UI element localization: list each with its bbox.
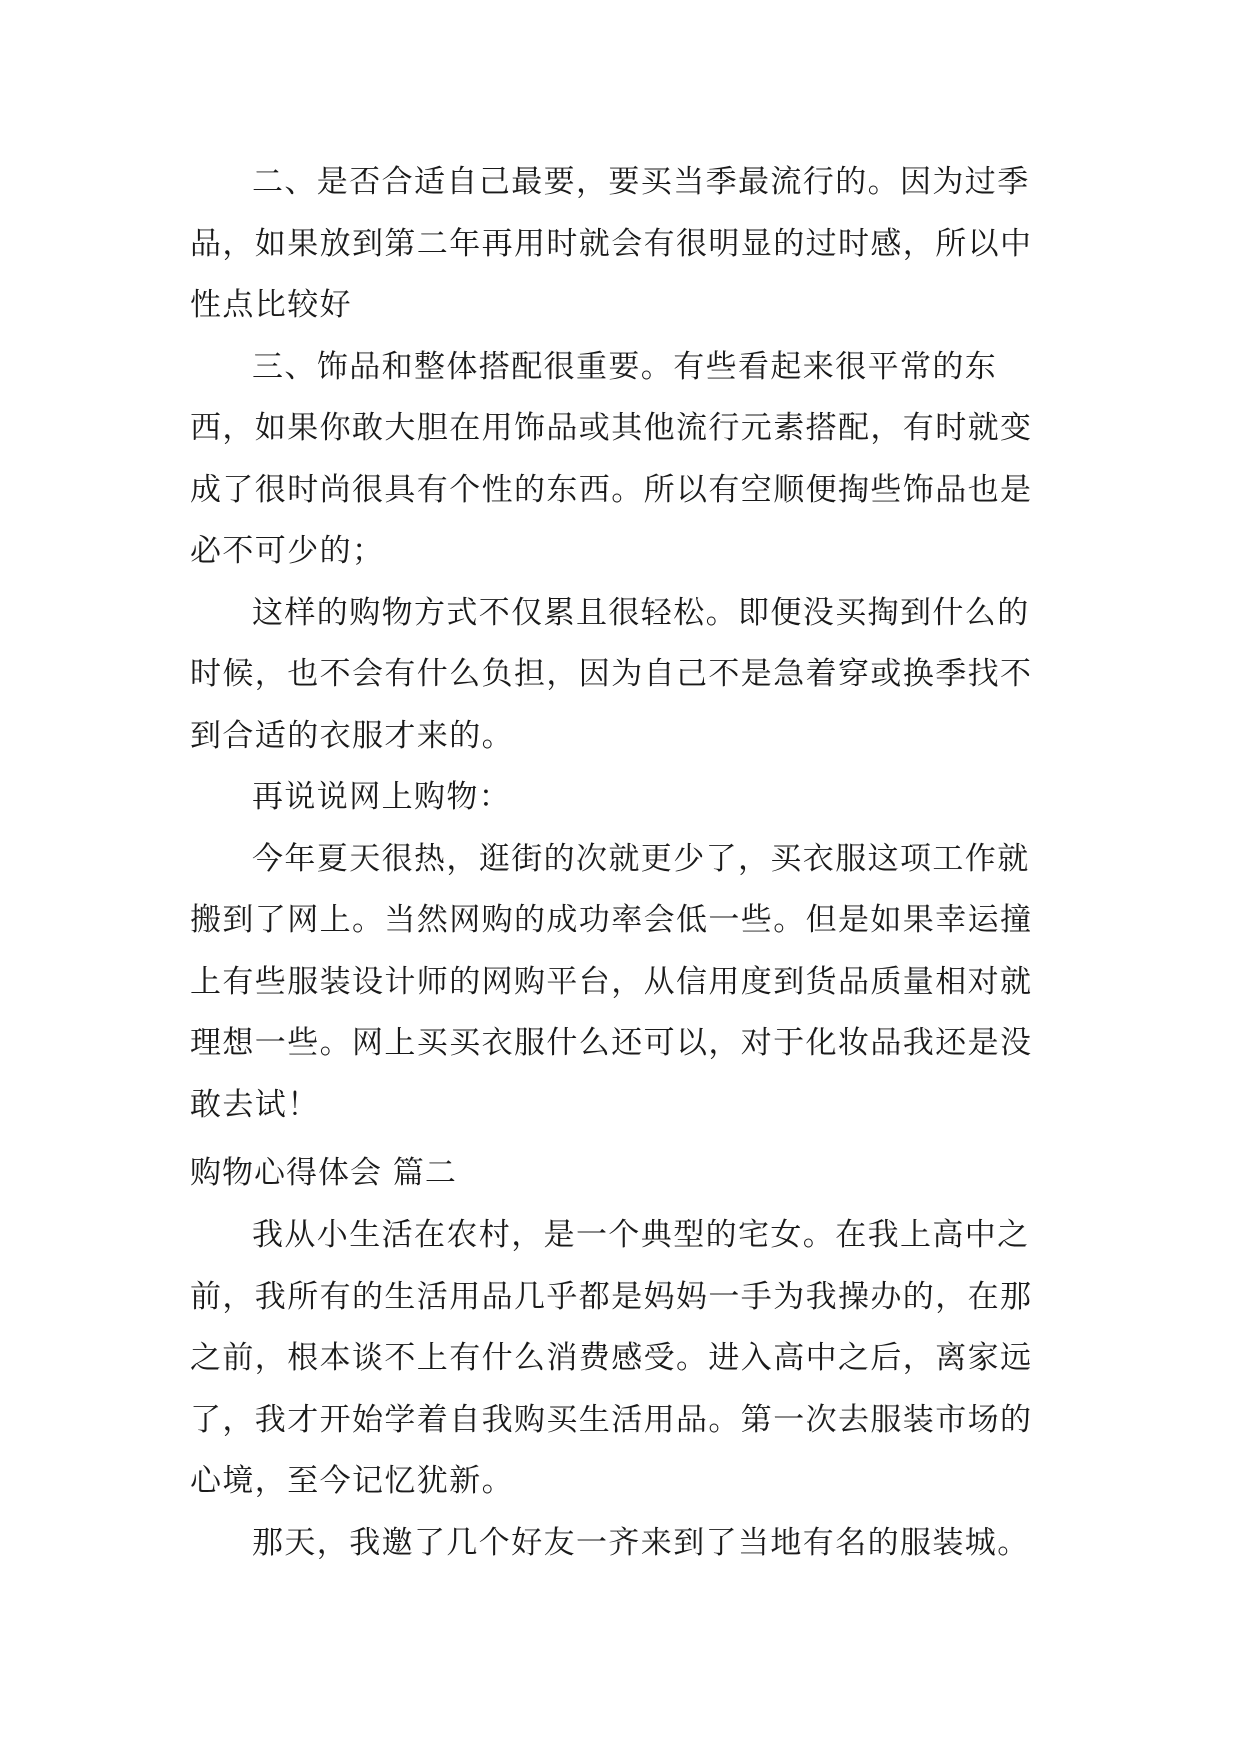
paragraph: 那天，我邀了几个好友一齐来到了当地有名的服装城。 (252, 1524, 1030, 1561)
section-heading: 购物心得体会 篇二 (190, 1155, 457, 1191)
paragraph: 今年夏天很热，逛街的次就更少了，买衣服这项工作就搬到了网上。当然网购的成功率会低一些。但是如果幸运撞上有些服装设计师的网购平台，从信用度到货品质量相对就理想一些。网上买买衣服什么还可以，对于化妆品我还是没敢去试！ (190, 840, 1033, 1123)
paragraph: 再说说网上购物： (252, 779, 512, 815)
paragraph: 我从小生活在农村，是一个典型的宅女。在我上高中之前，我所有的生活用品几乎都是妈妈一手为我操办的，在那之前，根本谈不上有什么消费感受。进入高中之后，离家远了，我才开始学着自我购买生活用品。第一次去服装市场的心境，至今记忆犹新。 (190, 1217, 1033, 1499)
paragraph: 二、是否合适自己最要，要买当季最流行的。因为过季品，如果放到第二年再用时就会有很明显的过时感，所以中性点比较好 (190, 164, 1033, 323)
paragraph: 这样的购物方式不仅累且很轻松。即便没买掏到什么的时候，也不会有什么负担，因为自己不是急着穿或换季找不到合适的衣服才来的。 (190, 594, 1033, 754)
body-text-bottom (190, 1205, 1050, 1574)
body-text-top (190, 152, 1050, 1136)
paragraph: 三、饰品和整体搭配很重要。有些看起来很平常的东西，如果你敢大胆在用饰品或其他流行元素搭配，有时就变成了很时尚很具有个性的东西。所以有空顺便掏些饰品也是必不可少的； (190, 348, 1033, 569)
